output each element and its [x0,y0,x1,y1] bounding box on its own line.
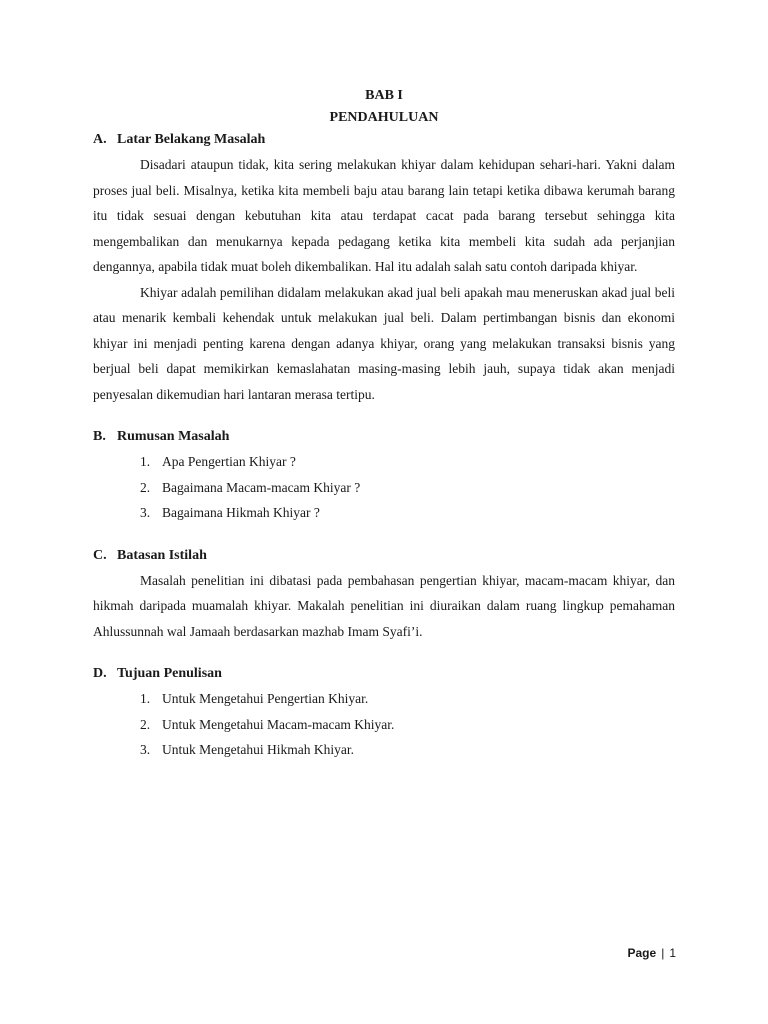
section-a-title: Latar Belakang Masalah [117,132,266,147]
page-separator: | [661,946,665,960]
section-b-list [93,449,675,526]
list-number: 2. [140,479,151,495]
list-text: Untuk Mengetahui Macam-macam Khiyar. [162,716,395,732]
page-content [93,78,675,763]
chapter-number: BAB I [365,88,403,103]
section-b-title: Rumusan Masalah [117,429,230,444]
list-text: Bagaimana Hikmah Khiyar ? [162,505,320,520]
section-c-paragraph: Masalah penelitian ini dibatasi pada pembahasan pengertian khiyar, macam-macam khiyar, dan hikmah daripada muamalah khiyar. Makalah penelitian ini diuraikan dalam ruang lingkup pemahaman Ahlussunnah wal Jamaah berdasarkan mazhab Imam Syafi’i. [93,572,675,639]
list-text: Untuk Mengetahui Pengertian Khiyar. [162,691,369,706]
list-number: 3. [140,742,151,757]
section-d-title: Tujuan Penulisan [117,666,222,681]
list-text: Apa Pengertian Khiyar ? [162,454,296,469]
section-b-heading [93,429,675,445]
list-item [140,686,675,712]
list-item [140,449,675,475]
section-c-letter: C. [93,547,107,563]
chapter-title: PENDAHULUAN [329,110,439,125]
section-d-letter: D. [93,666,107,681]
section-c-heading [93,548,675,564]
page-footer [628,946,677,960]
page-number: 1 [669,946,676,960]
list-item [140,712,675,738]
list-number: 3. [140,505,151,520]
section-a-paragraph-2: Khiyar adalah pemilihan didalam melakukan akad jual beli apakah mau meneruskan akad jual beli atau menarik kembali kehendak untuk melakukan jual beli. Dalam pertimbangan bisnis dan ekonomi khiyar ini menjadi penting karena dengan adanya khiyar, orang yang melakukan transaksi bisnis yang berjual beli dapat memikirkan kemaslahatan masing-masing lebih jauh, supaya tidak akan menjadi penyesalan dikemudian hari lantaran merasa tertipu. [93,284,675,402]
list-item [140,475,675,501]
list-text: Bagaimana Macam-macam Khiyar ? [162,479,361,495]
list-item [140,737,675,763]
section-a-letter: A. [93,132,107,147]
section-b-letter: B. [93,429,106,444]
section-a-paragraph-1: Disadari ataupun tidak, kita sering melakukan khiyar dalam kehidupan sehari-hari. Yakni dalam proses jual beli. Misalnya, ketika kita membeli baju atau barang lain tetapi ketika dibawa kerumah barang itu tidak sesuai dengan kebutuhan kita atau terdapat cacat pada barang tersebut sehingga kita mengembalikan dan menukarnya kepada pedagang ketika kita membeli kita sudah ada perjanjian dengannya, apabila tidak muat boleh dikembalikan. Hal itu adalah salah satu contoh daripada khiyar. [93,157,675,274]
page-label: Page [627,946,657,960]
section-c-title: Batasan Istilah [117,547,207,563]
list-number: 1. [140,691,151,706]
list-number: 1. [140,454,151,469]
list-item [140,500,675,526]
list-text: Untuk Mengetahui Hikmah Khiyar. [162,742,354,757]
section-d-heading [93,666,675,682]
list-number: 2. [140,716,151,732]
section-d-list [93,686,675,763]
section-a-heading [93,132,675,148]
